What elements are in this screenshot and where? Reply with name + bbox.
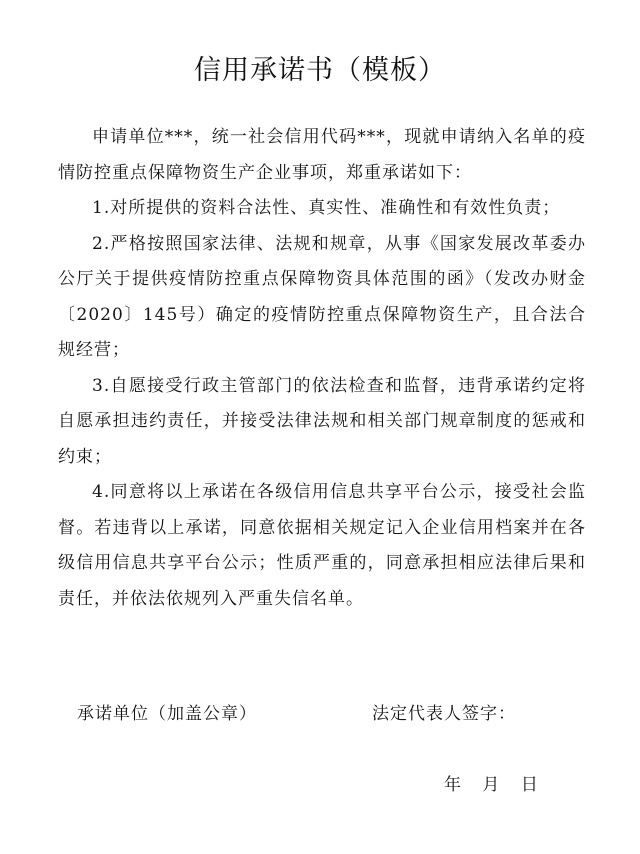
date-line [444, 770, 553, 795]
commitment-item-1: 1.对所提供的资料合法性、真实性、准确性和有效性负责； [92, 198, 561, 218]
signature-unit-label: 承诺单位（加盖公章） [77, 704, 257, 724]
document-title: 信用承诺书（模板） [194, 55, 446, 86]
date-month-label: 月 [482, 775, 501, 795]
signature-representative-label: 法定代表人签字： [372, 704, 516, 724]
date-year-label: 年 [444, 775, 462, 795]
commitment-item-4: 4.同意将以上承诺在各级信用信息共享平台公示，接受社会监督。若违背以上承诺，同意依据相关规定记入企业信用档案并在各级信用信息共享平台公示；性质严重的，同意承担相应法律后果和责任，并依法依规列入严重失信名单。 [58, 482, 586, 609]
document-body [58, 120, 586, 617]
commitment-item-3: 3.自愿接受行政主管部门的依法检查和监督，违背承诺约定将自愿承担违约责任，并接受法律法规和相关部门规章制度的惩戒和约束； [58, 375, 586, 467]
commitment-item-2: 2.严格按照国家法律、法规和规章，从事《国家发展改革委办公厅关于提供疫情防控重点保障物资具体范围的函》（发改办财金〔2020〕145号）确定的疫情防控重点保障物资生产，且合法合规经营； [58, 233, 586, 360]
date-day-label: 日 [520, 775, 539, 795]
intro-paragraph: 申请单位***，统一社会信用代码***，现就申请纳入名单的疫情防控重点保障物资生产企业事项，郑重承诺如下： [58, 127, 586, 183]
